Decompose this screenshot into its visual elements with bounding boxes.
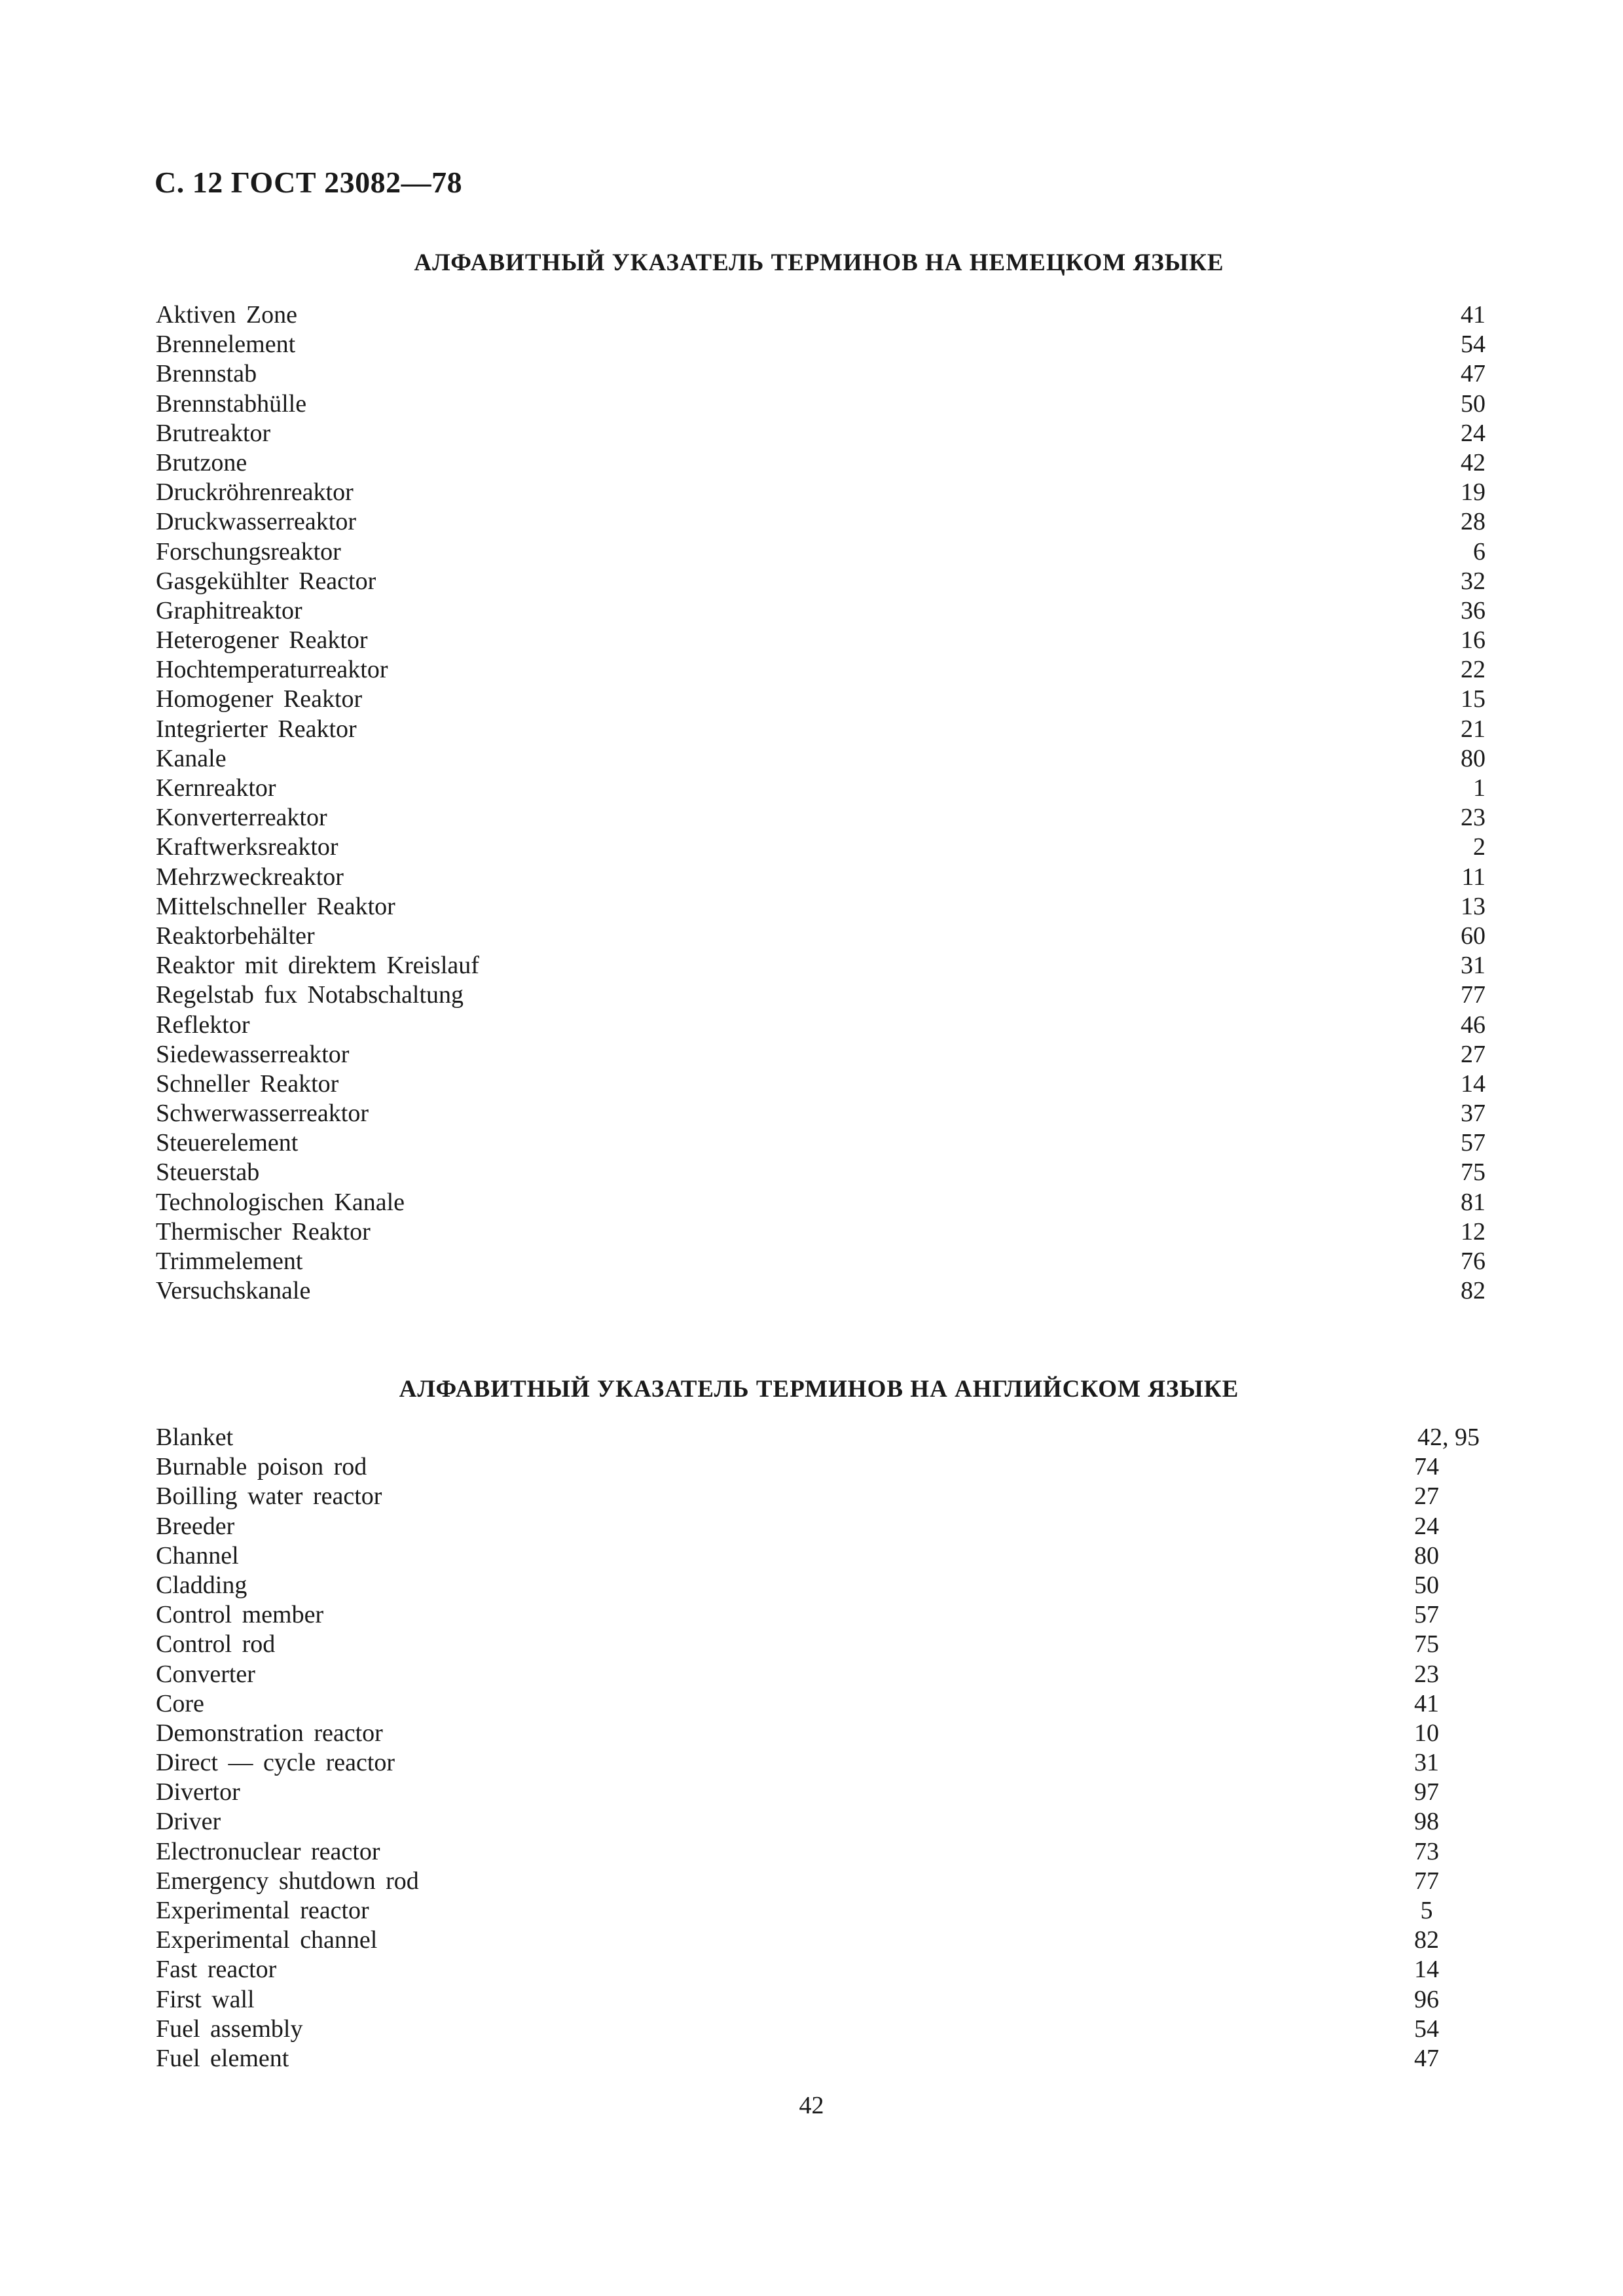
index-term: Trimmelement: [156, 1247, 303, 1275]
index-entry: [155, 774, 1486, 803]
index-term-number: 23: [1414, 1660, 1439, 1688]
index-term-number: 13: [1461, 892, 1486, 920]
index-entry: [155, 300, 1486, 330]
index-term-number: 57: [1414, 1601, 1439, 1629]
index-term: Kanale: [156, 744, 227, 772]
index-term: Experimental channel: [156, 1926, 378, 1954]
index-term: Mittelschneller Reaktor: [156, 892, 395, 920]
index-entry: [155, 803, 1486, 833]
index-term-number: 98: [1414, 1808, 1439, 1836]
index-entry: [155, 1217, 1486, 1247]
index-term-number: 96: [1414, 1985, 1439, 2013]
index-entry: [155, 448, 1486, 478]
index-entry: [155, 1689, 1480, 1719]
index-entry: [155, 1660, 1480, 1689]
index-term: Konverterreaktor: [156, 804, 327, 832]
index-entry: [155, 1276, 1486, 1306]
index-term: Druckwasserreaktor: [156, 508, 356, 536]
index-term: Breeder: [156, 1512, 235, 1540]
index-entry: [155, 1867, 1480, 1896]
index-entry: [155, 951, 1486, 980]
index-entry: [155, 1247, 1486, 1276]
index-term: Schneller Reaktor: [156, 1069, 339, 1098]
index-term-number: 16: [1461, 626, 1486, 655]
index-term: Core: [156, 1689, 204, 1717]
index-entry: [155, 1600, 1480, 1630]
index-term-number: 77: [1414, 1867, 1439, 1895]
index-term: Fuel assembly: [156, 2015, 303, 2043]
index-entry: [155, 2044, 1480, 2073]
index-term: Versuchskanale: [156, 1277, 311, 1305]
index-term-number: 75: [1461, 1158, 1486, 1187]
index-term-number: 81: [1461, 1188, 1486, 1216]
index-term-number: 82: [1461, 1277, 1486, 1305]
index-term-number: 76: [1461, 1247, 1486, 1275]
index-term-number: 46: [1461, 1011, 1486, 1039]
index-entry: [155, 478, 1486, 507]
english-index-list: [155, 1423, 1480, 2073]
index-term-number: 60: [1461, 922, 1486, 950]
index-term: Cladding: [156, 1571, 247, 1599]
index-entry: [155, 330, 1486, 359]
index-term-number: 82: [1414, 1926, 1439, 1954]
index-term: Forschungsreaktor: [156, 537, 341, 565]
index-entry: [155, 715, 1486, 744]
index-term: Steuerstab: [156, 1158, 260, 1187]
index-term-number: 50: [1414, 1571, 1439, 1599]
index-entry: [155, 419, 1486, 448]
index-term: Kraftwerksreaktor: [156, 833, 338, 861]
index-entry: [155, 1069, 1486, 1099]
index-term: Heterogener Reaktor: [156, 626, 368, 655]
index-term: Brennelement: [156, 331, 296, 359]
index-entry: [155, 1482, 1480, 1511]
index-entry: [155, 1423, 1480, 1452]
index-term-number: 14: [1414, 1956, 1439, 1984]
index-term: Direct — cycle reactor: [156, 1749, 395, 1777]
index-entry: [155, 1719, 1480, 1748]
index-term: Reaktorbehälter: [156, 922, 315, 950]
index-term-number: 27: [1461, 1040, 1486, 1068]
index-term: Siedewasserreaktor: [156, 1040, 350, 1068]
index-entry: [155, 1128, 1486, 1158]
index-term: Integrierter Reaktor: [156, 715, 357, 743]
index-term: Aktiven Zone: [156, 301, 298, 329]
index-term: Fuel element: [156, 2044, 289, 2072]
index-term: Steuerelement: [156, 1129, 299, 1157]
index-term-number: 80: [1414, 1541, 1439, 1570]
index-term: Reaktor mit direktem Kreislauf: [156, 952, 479, 980]
index-entry: [155, 1630, 1480, 1659]
index-term-number: 41: [1461, 301, 1486, 329]
index-term: Channel: [156, 1541, 239, 1570]
index-entry: [155, 1571, 1480, 1600]
index-term-number: 24: [1461, 419, 1486, 447]
index-term: Hochtemperaturreaktor: [156, 656, 388, 684]
index-term-number: 28: [1461, 508, 1486, 536]
index-term-number: 32: [1461, 567, 1486, 595]
index-term-number: 23: [1461, 804, 1486, 832]
index-term: Homogener Reaktor: [156, 685, 363, 713]
index-term-number: 15: [1461, 685, 1486, 713]
index-term: Reflektor: [156, 1011, 250, 1039]
index-term-number: 31: [1461, 952, 1486, 980]
index-entry: [155, 626, 1486, 655]
index-term-number: 24: [1414, 1512, 1439, 1540]
index-entry: [155, 655, 1486, 685]
index-term-number: 10: [1414, 1719, 1439, 1747]
index-term-number: 2: [1473, 833, 1486, 861]
index-entry: [155, 1099, 1486, 1128]
index-entry: [155, 1011, 1486, 1040]
index-term-number: 80: [1461, 744, 1486, 772]
index-entry: [155, 980, 1486, 1010]
index-term: Technologischen Kanale: [156, 1188, 405, 1216]
index-term-number: 22: [1461, 656, 1486, 684]
index-term: Brennstabhülle: [156, 389, 307, 418]
index-term: First wall: [156, 1985, 255, 2013]
index-entry: [155, 2015, 1480, 2044]
index-term: Control rod: [156, 1630, 276, 1659]
index-term-number: 97: [1414, 1778, 1439, 1806]
index-term-number: 41: [1414, 1689, 1439, 1717]
index-entry: [155, 1158, 1486, 1187]
index-entry: [155, 892, 1486, 922]
index-term-number: 54: [1414, 2015, 1439, 2043]
index-entry: [155, 1926, 1480, 1955]
index-term: Blanket: [156, 1424, 234, 1451]
index-entry: [155, 863, 1486, 892]
index-entry: [155, 744, 1486, 774]
index-term-number: 74: [1414, 1453, 1439, 1481]
index-entry: [155, 1541, 1480, 1571]
index-term-number: 14: [1461, 1069, 1486, 1098]
index-term-number: 1: [1473, 774, 1486, 802]
index-entry: [155, 389, 1486, 419]
index-term: Converter: [156, 1660, 255, 1688]
index-term: Brutreaktor: [156, 419, 271, 447]
index-term: Schwerwasserreaktor: [156, 1100, 369, 1128]
index-entry: [155, 1452, 1480, 1482]
index-term-number: 47: [1414, 2044, 1439, 2072]
index-term-number: 12: [1461, 1217, 1486, 1246]
index-term-number: 54: [1461, 331, 1486, 359]
index-entry: [155, 1807, 1480, 1837]
index-term: Mehrzweckreaktor: [156, 863, 344, 891]
index-term-number: 5: [1420, 1897, 1433, 1924]
index-entry: [155, 537, 1486, 567]
index-term-number: 73: [1414, 1837, 1439, 1865]
index-term: Electronuclear reactor: [156, 1837, 380, 1865]
index-term-number: 11: [1461, 863, 1486, 891]
english-index-title: АЛФАВИТНЫЙ УКАЗАТЕЛЬ ТЕРМИНОВ НА АНГЛИЙСКОМ ЯЗЫКЕ: [399, 1376, 1239, 1403]
index-term: Divertor: [156, 1778, 240, 1806]
index-term: Control member: [156, 1601, 324, 1629]
index-term: Kernreaktor: [156, 774, 276, 802]
index-term: Driver: [156, 1808, 221, 1836]
index-entry: [155, 685, 1486, 714]
index-entry: [155, 833, 1486, 862]
index-entry: [155, 1896, 1480, 1926]
index-entry: [155, 922, 1486, 951]
index-term-number: 47: [1461, 360, 1486, 388]
index-entry: [155, 507, 1486, 537]
index-term: Regelstab fux Notabschaltung: [156, 981, 464, 1009]
page-number: 42: [799, 2092, 824, 2119]
index-term: Graphitreaktor: [156, 596, 302, 624]
index-entry: [155, 1837, 1480, 1867]
index-term: Burnable poison rod: [156, 1453, 367, 1481]
page-header: С. 12 ГОСТ 23082—78: [155, 166, 463, 199]
index-entry: [155, 359, 1486, 389]
index-term-number: 42, 95: [1417, 1424, 1480, 1451]
index-term-number: 31: [1414, 1749, 1439, 1777]
index-entry: [155, 1512, 1480, 1541]
index-term: Brutzone: [156, 448, 247, 476]
german-index-list: [155, 300, 1486, 1306]
index-entry: [155, 596, 1486, 626]
index-entry: [155, 1985, 1480, 2015]
index-term: Thermischer Reaktor: [156, 1217, 371, 1246]
index-term: Brennstab: [156, 360, 257, 388]
index-entry: [155, 1188, 1486, 1217]
index-term-number: 42: [1461, 448, 1486, 476]
index-entry: [155, 1955, 1480, 1984]
index-term-number: 75: [1414, 1630, 1439, 1659]
index-term-number: 77: [1461, 981, 1486, 1009]
index-entry: [155, 1040, 1486, 1069]
index-term: Druckröhrenreaktor: [156, 478, 354, 507]
index-term-number: 37: [1461, 1100, 1486, 1128]
german-index-title: АЛФАВИТНЫЙ УКАЗАТЕЛЬ ТЕРМИНОВ НА НЕМЕЦКОМ ЯЗЫКЕ: [414, 249, 1224, 276]
index-term: Boilling water reactor: [156, 1482, 382, 1511]
index-entry: [155, 567, 1486, 596]
index-entry: [155, 1748, 1480, 1778]
index-term: Gasgekühlter Reactor: [156, 567, 376, 595]
index-term: Demonstration reactor: [156, 1719, 383, 1747]
index-term-number: 6: [1473, 537, 1486, 565]
index-term-number: 19: [1461, 478, 1486, 507]
index-term-number: 36: [1461, 596, 1486, 624]
index-term: Fast reactor: [156, 1956, 277, 1984]
index-term: Emergency shutdown rod: [156, 1867, 419, 1895]
index-term: Experimental reactor: [156, 1897, 369, 1924]
index-entry: [155, 1778, 1480, 1807]
index-term-number: 27: [1414, 1482, 1439, 1511]
index-term-number: 21: [1461, 715, 1486, 743]
index-term-number: 50: [1461, 389, 1486, 418]
index-term-number: 57: [1461, 1129, 1486, 1157]
